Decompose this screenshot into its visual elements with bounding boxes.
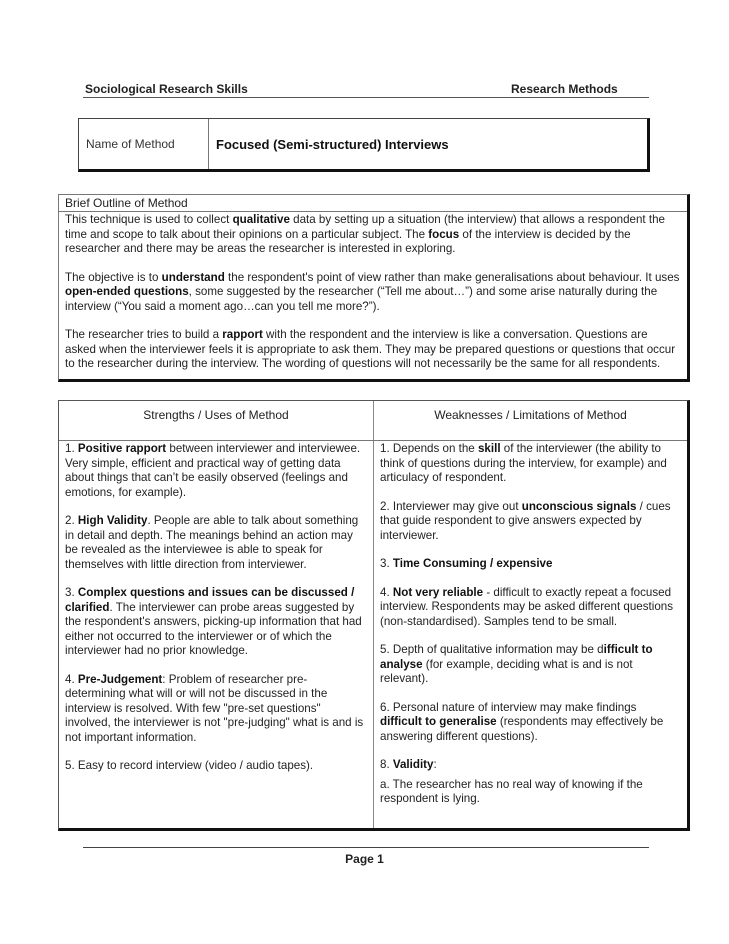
emphasis-text: Pre-Judgement [77,672,163,686]
body-text: 4. [380,585,393,599]
body-text: 3. [65,586,78,599]
body-text: This technique is used to collect [65,213,233,226]
header-course-title: Sociological Research Skills [85,82,248,96]
weakness-item [380,778,681,807]
body-text: , some suggested by the researcher (“Tell me about…”) and some arise naturally during the interview (“You said a moment ago…can you tell me more?”). [65,285,658,313]
body-text: 6. Personal nature of interview may make findings [380,700,637,714]
table-body-row [59,441,687,828]
body-text: 8. [380,758,393,771]
emphasis-text: open-ended questions [65,285,189,298]
weakness-item [380,557,681,572]
brief-outline-box [58,194,690,382]
table-header-row [59,401,687,441]
body-text: 2. [65,514,78,527]
body-text: between interviewer and interviewee. Very simple, efficient and practical way of getting data about things that can’t be easily observed (feelings and emotions, for example). [65,442,361,499]
body-text: (for example, deciding what is and is not relevant). [380,657,633,685]
emphasis-text: ifficult to analyse [380,643,653,671]
body-text: - difficult to exactly repeat a focused interview. Respondents may be asked different questions (non-standardised). Samples tend to be small. [380,585,674,628]
body-text: a. The researcher has no real way of knowing if the respondent is lying. [380,777,643,805]
body-text: 2. Interviewer may give out [380,499,522,513]
footer-divider [83,847,649,848]
brief-outline-body [59,212,687,372]
brief-outline-title: Brief Outline of Method [59,195,687,212]
strength-item [65,759,367,774]
emphasis-text: unconscious signals [521,499,637,513]
weakness-item [380,701,681,745]
body-text: with the respondent and the interview is like a conversation. Questions are asked when the interviewer feels it is appropriate to ask them. They may be prepared questions or questions that occur to the researcher during the interview. The wording of questions will not necessarily be the same for all respondents. [65,328,676,370]
body-text: : [433,758,437,771]
emphasis-text: skill [477,442,501,455]
emphasis-text: qualitative [232,213,290,226]
emphasis-text: difficult to generalise [380,715,497,728]
body-text: . The interviewer can probe areas suggested by the respondent's answers, picking-up information that had either not occurred to the interviewer or of which the interviewer had no prior knowledge. [65,600,362,657]
body-text: The objective is to [65,270,162,284]
emphasis-text: Positive rapport [77,442,167,455]
emphasis-text: High Validity [77,514,148,527]
body-text: (respondents may effectively be answering different questions). [380,715,664,743]
body-text: data by setting up a situation (the interview) that allows a respondent the time and scope to talk about their opinions on a particular subject. The [65,213,665,241]
outline-paragraph [65,271,681,315]
body-text: 5. Easy to record interview (video / audio tapes). [65,759,314,772]
emphasis-text: Validity [392,758,434,771]
emphasis-text: Time Consuming / expensive [392,557,553,570]
body-text: : Problem of researcher pre-determining what will or will not be discussed in the interview is resolved. With few "pre-set questions" involved, the interviewer is not "pre-judging" what is and is not important information. [65,672,364,744]
body-text: the respondent's point of view rather than make generalisations about behaviour. It uses [224,270,680,284]
weakness-item [380,500,681,544]
body-text: The researcher tries to build a [65,328,223,341]
strength-item [65,442,367,500]
weakness-item [380,442,681,486]
emphasis-text: understand [161,270,225,284]
weakness-item [380,586,681,630]
body-text: 5. Depth of qualitative information may be d [380,643,604,656]
emphasis-text: Complex questions and issues can be discussed / clarified [65,586,355,614]
emphasis-text: rapport [222,328,263,341]
outline-paragraph [65,213,681,257]
strength-item [65,514,367,572]
weaknesses-column [374,441,687,828]
body-text: of the interview is decided by the researcher and there may be areas the researcher is interested in exploring. [65,227,631,255]
weaknesses-header: Weaknesses / Limitations of Method [434,408,627,422]
strength-item [65,586,367,659]
strength-item [65,673,367,746]
outline-paragraph [65,328,681,372]
strengths-header: Strengths / Uses of Method [59,401,374,440]
body-text: / cues that guide respondent to give answers expected by interviewer. [380,499,671,542]
method-name-value: Focused (Semi-structured) Interviews [216,136,449,152]
body-text: of the interviewer (the ability to think of questions during the interview, for example) and articulacy of respondent. [380,442,667,484]
strengths-weaknesses-table [58,400,690,831]
header-section-title: Research Methods [511,82,618,96]
weakness-item [380,643,681,687]
header-divider [83,97,649,98]
method-name-box [78,118,650,172]
body-text: 1. Depends on the [380,442,478,455]
body-text: 1. [65,442,78,455]
page-number: Page 1 [345,852,384,866]
body-text: . People are able to talk about something in detail and depth. The meanings behind an action may be revealed as the interviewee is able to speak for themselves with little direction from interviewer. [65,514,359,571]
body-text: 4. [65,672,78,686]
weakness-item [380,758,681,773]
body-text: 3. [380,557,393,570]
emphasis-text: Not very reliable [392,585,484,599]
method-name-label: Name of Method [79,119,209,169]
emphasis-text: focus [428,227,460,241]
strengths-column [59,441,374,828]
